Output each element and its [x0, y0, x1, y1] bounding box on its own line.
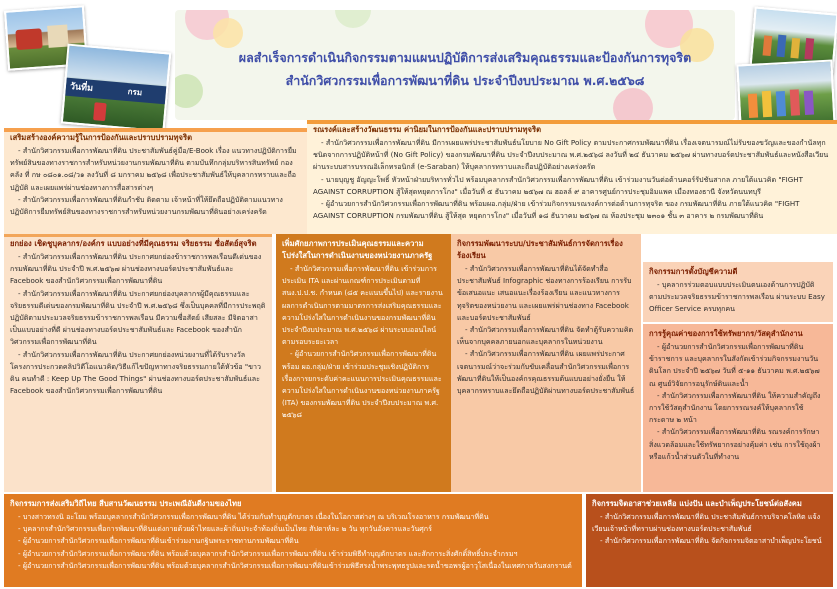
section-title: กิจกรรมการตั้งบัญชีความดี	[649, 267, 738, 276]
section-knowledge-anticorruption	[4, 128, 307, 234]
section-title: รณรงค์และสร้างวัฒนธรรม ค่านิยมในการป้องกันและปราบปรามทุจริต	[313, 125, 542, 134]
section-title: ยกย่อง เชิดชูบุคลากร/องค์กร แบบอย่างที่มีคุณธรรม จริยธรรม ซื่อสัตย์สุจริต	[10, 239, 257, 248]
flower-decoration	[613, 88, 653, 120]
section-paragraph: - ผู้อำนวยการสำนักวิศวกรรมเพื่อการพัฒนาที่ดิน พร้อมด้วยบุคลากรสำนักวิศวกรรมเพื่อการพัฒนาที่ดิน เข้าร่วมพิธีทำบุญตักบาตร และสักการะสิ่งศักดิ์สิทธิ์ประจำกรมฯ	[18, 548, 518, 558]
section-ita-assessment	[276, 234, 451, 492]
title-line-1: ผลสำเร็จการดำเนินกิจกรรมตามแผนปฏิบัติการส่งเสริมคุณธรรมและป้องกันการทุจริต	[238, 50, 692, 65]
section-honor-personnel	[4, 234, 272, 492]
section-paragraph: - ผู้อำนวยการสำนักวิศวกรรมเพื่อการพัฒนาที่ดิน พร้อม ผอ.กลุ่ม/ฝ่าย เข้าร่วมประชุมเชิงปฏิบัติการ เรื่องการยกระดับค่าคะแนนการประเมินคุณธรรมและความโปร่งใสในการดำเนินงานของหน่วยงานภาครัฐ (ITA) ของกรมพัฒนาที่ดิน ประจำปีงบประมาณ พ.ศ. ๒๕๖๘	[282, 349, 442, 420]
section-paragraph: - สำนักวิศวกรรมเพื่อการพัฒนาที่ดิน ประชาสัมพันธ์คู่มือ/E-Book เรื่อง แนวทางปฏิบัติการยืมทรัพย์สินของทางราชการสำหรับหน่วยงานกรมพัฒนาที่ดิน ตามบันทึกกลุ่มบริหารสินทรัพย์ กองคลัง ที่ กษ ๐๘๐๑.๐๘/ว๑ ลงวันที่ ๘ มกราคม ๒๕๖๘ เพื่อประชาสัมพันธ์ให้บุคลากรทราบและถือปฏิบัติ และเผยแพร่ผ่านช่องทางการสื่อสารต่างๆ	[10, 146, 297, 192]
section-paragraph: - สำนักวิศวกรรมเพื่อการพัฒนาที่ดิน ประกาศยกย่องข้าราชการพลเรือนดีเด่นของกรมพัฒนาที่ดิน ประจำปี พ.ศ.๒๕๖๗ ผ่านช่องทางบอร์ดประชาสัมพันธ์และ Facebook ของสำนักวิศวกรรมเพื่อการพัฒนาที่ดิน	[10, 252, 262, 286]
section-paragraph: - สำนักวิศวกรรมเพื่อการพัฒนาที่ดิน จัดทำตู้รับความคิดเห็นจากบุคคลภายนอกและบุคลากรในหน่วยงาน	[457, 325, 634, 347]
section-title: เพิ่มศักยภาพการประเมินคุณธรรมและความโปร่งใสในการดำเนินงานของหน่วยงานภาครัฐ	[282, 239, 433, 260]
section-thai-culture	[4, 494, 582, 587]
page-title	[215, 46, 715, 92]
section-paragraph: - สำนักวิศวกรรมเพื่อการพัฒนาที่ดิน ประกาศยกย่องหน่วยงานที่ได้รับรางวัลโครงการประกวดคลิปวิดีโอแนวคิด/วิธีแก้ไขปัญหาทางจริยธรรมภายใต้หัวข้อ "ขาวดิน คนทำดี : Keep Up The Good Things" ผ่านช่องทางบอร์ดประชาสัมพันธ์และ Facebook ของสำนักวิศวกรรมเพื่อการพัฒนาที่ดิน	[10, 349, 261, 396]
section-resource-value	[643, 324, 833, 492]
section-paragraph: - ผู้อำนวยการสำนักวิศวกรรมเพื่อการพัฒนาที่ดิน ข้าราชการ และบุคลากรในสังกัดเข้าร่วมกิจกรรมงานวันดินโลก ประจำปี ๒๕๖๗ วันที่ ๕-๑๑ ธันวาคม พ.ศ.๒๕๖๗ ณ ศูนย์วิจัยการอนุรักษ์ดินและน้ำ	[649, 342, 820, 388]
section-paragraph: - สำนักวิศวกรรมเพื่อการพัฒนาที่ดิน จัดกิจกรรมจิตอาสาบำเพ็ญประโยชน์	[600, 536, 822, 546]
section-volunteer	[586, 494, 833, 587]
section-paragraph: - บุคลากรสำนักวิศวกรรมเพื่อการพัฒนาที่ดินแต่งกายด้วยผ้าไทยและผ้าถิ่นประจำท้องถิ่นเป็นไทย สัปดาห์ละ ๒ วัน ทุกวันอังคารและวันศุกร์	[18, 524, 432, 534]
section-title: กิจกรรมการส่งเสริมวิถีไทย สืบสานวัฒนธรรม ประเพณีอันดีงามของไทย	[10, 499, 242, 508]
section-paragraph: - สำนักวิศวกรรมเพื่อการพัฒนาที่ดิน ให้ความสำคัญถึงการใช้วัสดุสำนักงาน โดยการรณรงค์ให้บุคลากรใช้กระดาษ ๒ หน้า	[649, 390, 821, 425]
section-paragraph: - สำนักวิศวกรรมเพื่อการพัฒนาที่ดินกำชับ ติดตาม เจ้าหน้าที่ให้ยึดถือปฏิบัติตามแนวทางปฏิบัติการยืมทรัพย์สินของทางราชการสำหรับหน่วยงานกรมพัฒนาที่ดินอย่างเคร่งครัด	[10, 194, 283, 217]
section-title: กิจกรรมจิตอาสาช่วยเหลือ แบ่งปัน และบำเพ็ญประโยชน์ต่อสังคม	[592, 499, 802, 508]
section-paragraph: - บางสาวทรงนิ อะโยม พร้อมบุคลากรสำนักวิศวกรรมเพื่อการพัฒนาที่ดิน ได้ร่วมกันทำบุญตักบาตร เนื่องในโอกาสต่างๆ ณ บริเวณโรงอาหาร กรมพัฒนาที่ดิน	[18, 512, 489, 521]
section-paragraph: - สำนักวิศวกรรมเพื่อการพัฒนาที่ดิน ประชาสัมพันธ์การบริจาคโลหิต แจ้งเวียนเจ้าหน้าที่ทราบผ่านช่องทางบอร์ดประชาสัมพันธ์	[592, 512, 821, 534]
photo-sign-text-2: กรม	[127, 87, 143, 98]
section-paragraph: - สำนักวิศวกรรมเพื่อการพัฒนาที่ดิน เผยแพร่ประกาศเจตนารมณ์ว่าจะร่วมกับขับเคลื่อนสำนักวิศวกรรมเพื่อการพัฒนาที่ดินให้เป็นองค์กรคุณธรรมต้นแบบอย่างยั่งยืน ให้บุคลากรทราบและยึดถือปฏิบัติผ่านทางบอร์ดประชาสัมพันธ์	[457, 349, 635, 396]
section-paragraph: - สำนักวิศวกรรมเพื่อการพัฒนาที่ดิน มีการเผยแพร่ประชาสัมพันธ์นโยบาย No Gift Policy ตามประกาศกรมพัฒนาที่ดิน เรื่องเจตนารมณ์ไม่รับของขวัญและของกำนัลทุกชนิดจากการปฏิบัติหน้าที่ (No Gift Policy) ของกรมพัฒนาที่ดิน ประจำปีงบประมาณ พ.ศ.๒๕๖๘ ลงวันที่ ๒๔ ธันวาคม ๒๕๖๗ ผ่านทางบอร์ดประชาสัมพันธ์และหนังสือเวียนผ่านระบบสารบรรณอิเล็กทรอนิกส์ (e-Saraban) ให้บุคลากรทราบและถือปฏิบัติอย่างเคร่งครัด	[313, 138, 829, 172]
title-line-2: สำนักวิศวกรรมเพื่อการพัฒนาที่ดิน ประจำปีงบประมาณ พ.ศ.๒๕๖๘	[285, 73, 645, 88]
section-paragraph: - ผู้อำนวยการสำนักวิศวกรรมเพื่อการพัฒนาที่ดินเข้าร่วมงานกฐินพระราชทานกรมพัฒนาที่ดิน	[18, 536, 299, 546]
section-paragraph: - สำนักวิศวกรรมเพื่อการพัฒนาที่ดิน ประกาศยกย่องบุคลากรผู้มีคุณธรรมและจริยธรรมดีเด่นของกรมพัฒนาที่ดิน ประจำปี พ.ศ.๒๕๖๘ ซึ่งเป็นบุคคลที่มีการประพฤติปฏิบัติตามประมวลจริยธรรมข้าราชการพลเรือน มีความซื่อสัตย์ เสียสละ มีจิตอาสา เป็นแบบอย่างที่ดี ผ่านช่องทางบอร์ดประชาสัมพันธ์และ Facebook ของสำนักวิศวกรรมเพื่อการพัฒนาที่ดิน	[10, 288, 266, 347]
header-banner	[175, 10, 735, 120]
section-paragraph: - สำนักวิศวกรรมเพื่อการพัฒนาที่ดิน รณรงค์การรักษาสิ่งแวดล้อมและใช้ทรัพยากรอย่างคุ้มค่า เช่น การใช้ถุงผ้าหรือแก้วน้ำส่วนตัวในที่ทำงาน	[649, 427, 821, 461]
leaf-decoration	[335, 10, 371, 28]
section-paragraph: - สำนักวิศวกรรมเพื่อการพัฒนาที่ดิน เข้าร่วมการประเมิน ITA และผ่านเกณฑ์การประเมินตามที่ สนง.ป.ป.ช. กำหนด (๘๕ คะแนนขึ้นไป) และรายงานผลการดำเนินการตามมาตรการส่งเสริมคุณธรรมและความโปร่งใสในการดำเนินงานของกรมพัฒนาที่ดิน ประจำปีงบประมาณ พ.ศ.๒๕๖๘ ผ่านระบบออนไลน์ ตามรอบระยะเวลา	[282, 264, 443, 347]
section-title: เสริมสร้างองค์ความรู้ในการป้องกันและปราบปรามทุจริต	[10, 133, 193, 142]
section-title: การรู้คุณค่าของการใช้ทรัพยากร/วัสดุสำนักงาน	[649, 329, 803, 338]
section-title: กิจกรรมพัฒนาระบบ/ประชาสัมพันธ์การจัดการเรื่องร้องเรียน	[457, 239, 623, 260]
section-paragraph: - สำนักวิศวกรรมเพื่อการพัฒนาที่ดินได้จัดทำสื่อประชาสัมพันธ์ Infographic ช่องทางการร้องเรียน การรับข้อเสนอแนะ เสนอแนะเรื่องร้องเรียน และแนวทางการทุจริตของหน่วยงาน และเผยแพร่ผ่านช่องทาง Facebook และบอร์ดประชาสัมพันธ์	[457, 264, 632, 322]
section-campaign-culture	[307, 120, 837, 234]
section-paragraph: - นายบุญชู อัญญะโพธิ์ หัวหน้าฝ่ายบริหารทั่วไป พร้อมบุคลากรสำนักวิศวกรรมเพื่อการพัฒนาที่ดิน เข้าร่วมงานวันต่อต้านคอร์รัปชันสากล ภายใต้แนวคิด "FIGHT AGAINST CORRUPTION สู้ให้สุดหยุดการโกง" เมื่อวันที่ ๕ ธันวาคม ๒๕๖๗ ณ ฮอลล์ ๙ อาคารศูนย์การประชุมอิมแพค เมืองทองธานี จังหวัดนนทบุรี	[313, 174, 803, 196]
section-merit-account	[643, 262, 833, 322]
photo-sign-text: วันที่ม	[65, 78, 170, 105]
section-complaint-system	[451, 234, 641, 492]
flower-decoration	[213, 18, 243, 48]
section-paragraph: - บุคลากรร่วมตอบแบบประเมินตนเองด้านการปฏิบัติตามประมวลจริยธรรมข้าราชการพลเรือน ผ่านระบบ Easy Officer Service ครบทุกคน	[649, 280, 825, 314]
section-paragraph: - ผู้อำนวยการสำนักวิศวกรรมเพื่อการพัฒนาที่ดิน พร้อมด้วยบุคลากรสำนักวิศวกรรมเพื่อการพัฒนาที่ดินเข้าร่วมพิธีสรงน้ำพระพุทธรูปและรดน้ำขอพรผู้อาวุโสเนื่องในเทศกาลวันสงกรานต์	[18, 560, 572, 570]
leaf-decoration	[175, 74, 203, 108]
activity-photo	[61, 44, 172, 133]
section-paragraph: - ผู้อำนวยการสำนักวิศวกรรมเพื่อการพัฒนาที่ดิน พร้อมผอ.กลุ่ม/ฝ่าย เข้าร่วมกิจกรรมรณรงค์การต่อต้านการทุจริต ของ กรมพัฒนาที่ดิน ภายใต้แนวคิด "FIGHT AGAINST CORRUPTION กรมพัฒนาที่ดิน สู้ให้สุด หยุดการโกง" เมื่อวันที่ ๑๘ ธันวาคม ๒๕๖๗ ณ ห้องประชุม ๒๓๐๑ ชั้น ๓ อาคาร ๒ กรมพัฒนาที่ดิน	[313, 199, 800, 221]
